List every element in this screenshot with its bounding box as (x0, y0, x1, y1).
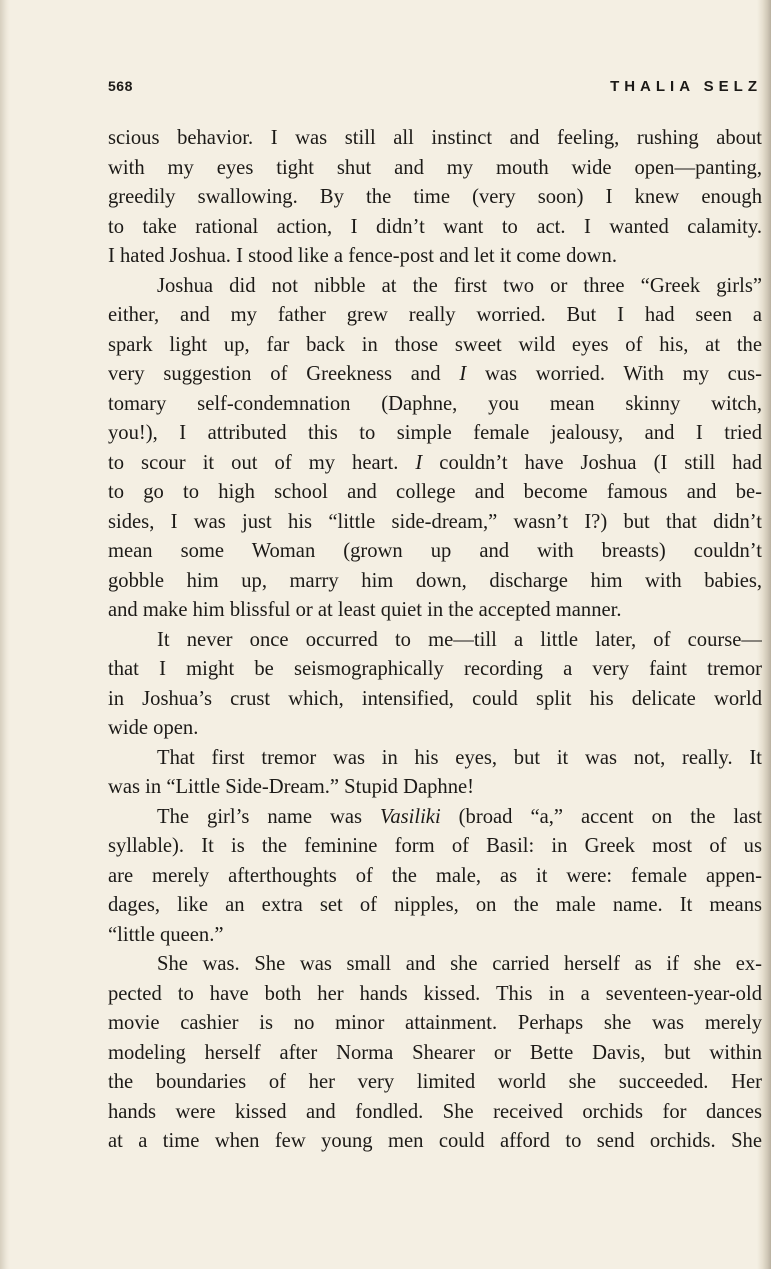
text-line: Joshua did not nibble at the first two or three “Greek girls” (157, 274, 762, 297)
text-line: It never once occurred to me—till a little later, of course— (157, 628, 762, 651)
text-line: sides, I was just his “little side-dream,” wasn’t I?) but that didn’t (108, 510, 762, 533)
text-line: scious behavior. I was still all instinct and feeling, rushing about (108, 127, 762, 149)
text-line: the boundaries of her very limited world she succeeded. Her (108, 1071, 762, 1093)
page-number: 568 (108, 78, 133, 94)
text-line: pected to have both her hands kissed. This in a seventeen-year-old (108, 982, 762, 1005)
text-line: that I might be seismographically recording a very faint tremor (108, 658, 762, 680)
text-line: dages, like an extra set of nipples, on the male name. It means (108, 894, 762, 916)
page-header (108, 78, 762, 100)
text-line: greedily swallowing. By the time (very soon) I knew enough (108, 186, 762, 208)
body-text (108, 124, 762, 1157)
text-line: She was. She was small and she carried herself as if she ex- (157, 953, 762, 975)
text-line: syllable). It is the feminine form of Basil: in Greek most of us (108, 835, 762, 857)
text-line: “little queen.” (108, 923, 224, 946)
text-line: wide open. (108, 717, 199, 739)
text-line: in Joshua’s crust which, intensified, could split his delicate world (108, 687, 762, 710)
text-line: are merely afterthoughts of the male, as it were: female appen- (108, 864, 762, 887)
text-line: tomary self-condemnation (Daphne, you mean skinny witch, (108, 392, 762, 415)
text-line: very suggestion of Greekness and I was worried. With my cus- (108, 363, 762, 385)
text-line: gobble him up, marry him down, discharge him with babies, (108, 569, 762, 592)
text-line: at a time when few young men could afford to send orchids. She (108, 1130, 762, 1152)
text-line: to scour it out of my heart. I couldn’t have Joshua (I still had (108, 451, 762, 474)
text-line: I hated Joshua. I stood like a fence-post and let it come down. (108, 245, 617, 267)
text-line: to take rational action, I didn’t want to act. I wanted calamity. (108, 215, 762, 238)
text-line: either, and my father grew really worried. But I had seen a (108, 304, 762, 326)
text-line: That first tremor was in his eyes, but it was not, really. It (157, 746, 762, 769)
text-line: mean some Woman (grown up and with breasts) couldn’t (108, 540, 762, 562)
text-line: you!), I attributed this to simple female jealousy, and I tried (108, 422, 762, 444)
text-line: to go to high school and college and become famous and be- (108, 481, 762, 503)
text-line: and make him blissful or at least quiet in the accepted manner. (108, 599, 622, 621)
text-line: The girl’s name was Vasiliki (broad “a,” accent on the last (157, 805, 762, 828)
running-head: THALIA SELZ (610, 78, 762, 95)
text-line: spark light up, far back in those sweet wild eyes of his, at the (108, 333, 762, 356)
binding-gutter (0, 0, 10, 1269)
text-line: hands were kissed and fondled. She received orchids for dances (108, 1100, 762, 1123)
text-line: was in “Little Side-Dream.” Stupid Daphne! (108, 776, 475, 798)
text-line: modeling herself after Norma Shearer or Bette Davis, but within (108, 1041, 762, 1064)
text-line: movie cashier is no minor attainment. Perhaps she was merely (108, 1012, 762, 1034)
text-line: with my eyes tight shut and my mouth wide open—panting, (108, 156, 762, 179)
